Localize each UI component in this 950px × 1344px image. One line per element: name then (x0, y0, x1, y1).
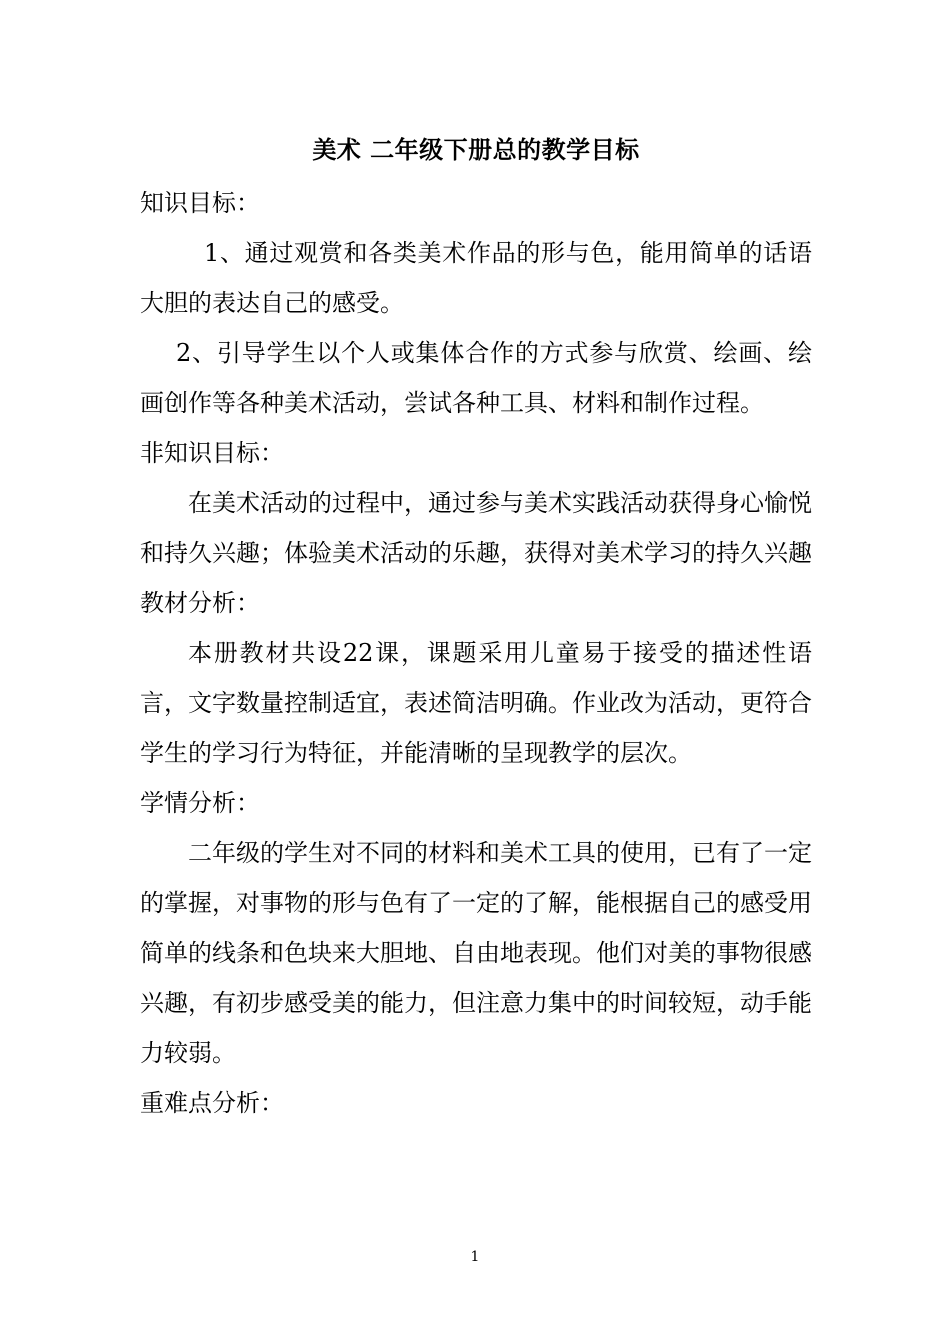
knowledge-goal-item-1: 1、通过观赏和各类美术作品的形与色，能用简单的话语大胆的表达自己的感受。 (140, 239, 812, 317)
non-knowledge-goals-paragraph: 在美术活动的过程中，通过参与美术实践活动获得身心愉悦和持久兴趣；体验美术活动的乐趣，获得对美术学习的持久兴趣 (140, 489, 812, 567)
heading-student-analysis: 学情分析： (140, 789, 260, 817)
student-analysis-paragraph: 二年级的学生对不同的材料和美术工具的使用，已有了一定的掌握，对事物的形与色有了一定的了解，能根据自己的感受用简单的线条和色块来大胆地、自由地表现。他们对美的事物很感兴趣，有初步感受美的能力，但注意力集中的时间较短，动手能力较弱。 (140, 839, 812, 1067)
heading-non-knowledge-goals: 非知识目标： (140, 439, 284, 467)
document-body (140, 128, 812, 1128)
heading-textbook-analysis: 教材分析： (140, 589, 260, 617)
knowledge-goal-item-2: 2、引导学生以个人或集体合作的方式参与欣赏、绘画、绘画创作等各种美术活动，尝试各种工具、材料和制作过程。 (140, 339, 812, 417)
textbook-analysis-paragraph: 本册教材共设22课，课题采用儿童易于接受的描述性语言，文字数量控制适宜，表述简洁明确。作业改为活动，更符合学生的学习行为特征，并能清晰的呈现教学的层次。 (140, 639, 812, 767)
heading-knowledge-goals: 知识目标： (140, 189, 260, 217)
heading-key-points: 重难点分析： (140, 1089, 284, 1117)
page-number: 1 (470, 1249, 480, 1265)
document-title: 美术 二年级下册总的教学目标 (312, 135, 640, 164)
